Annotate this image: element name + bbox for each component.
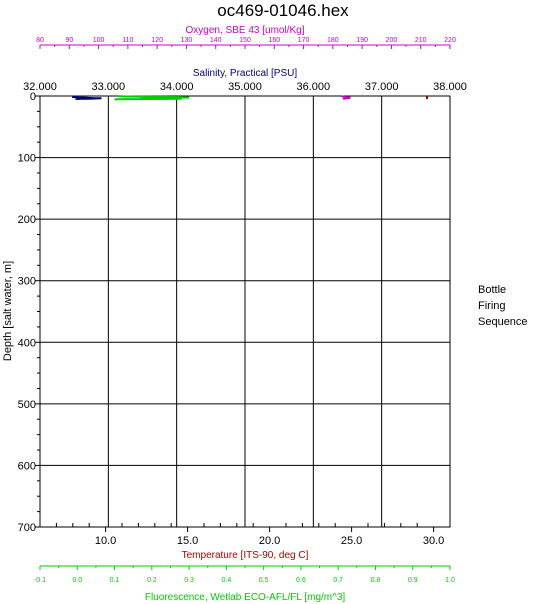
depth-tick-label: 500	[17, 398, 36, 411]
salinity-tick-label: 36.000	[296, 81, 331, 93]
side-label-line1: Bottle	[478, 284, 507, 296]
salinity-tick-label: 35.000	[228, 81, 262, 93]
oxygen-tick-label: 160	[268, 37, 281, 44]
depth-tick-label: 700	[17, 522, 36, 534]
fluorescence-tick-label: 0.3	[184, 577, 194, 584]
fluorescence-tick-label: -0.1	[33, 577, 47, 584]
oxygen-tick-label: 110	[122, 37, 134, 44]
fluorescence-tick-label: 0.5	[258, 577, 269, 584]
oxygen-tick-label: 130	[180, 37, 193, 44]
chart-title: oc469-01046.hex	[217, 1, 349, 20]
salinity-tick-label: 37.000	[364, 81, 399, 93]
salinity-tick-label: 33.000	[91, 81, 126, 93]
depth-tick-label: 0	[29, 91, 36, 103]
temperature-tick-label: 10.0	[94, 535, 117, 547]
fluorescence-tick-label: 0.4	[221, 577, 232, 584]
salinity-series-line	[72, 97, 101, 99]
depth-tick-label: 200	[17, 214, 36, 227]
oxygen-axis-label: Oxygen, SBE 43 [umol/Kg]	[185, 25, 305, 36]
fluorescence-axis-label: Fluorescence, Wetlab ECO-AFL/FL [mg/m^3]	[144, 592, 346, 603]
fluorescence-series-line	[115, 96, 190, 99]
salinity-tick-label: 32.000	[23, 81, 57, 93]
temperature-tick-label: 15.0	[176, 535, 199, 547]
oxygen-tick-label: 210	[414, 37, 427, 44]
fluorescence-tick-label: 0.1	[109, 577, 120, 584]
side-label-line2: Firing	[478, 300, 506, 312]
fluorescence-tick-label: 0.9	[407, 577, 418, 584]
depth-tick-label: 400	[17, 337, 36, 350]
fluorescence-tick-label: 0.6	[296, 577, 306, 584]
side-label-line3: Sequence	[478, 316, 528, 328]
salinity-tick-label: 38.000	[433, 81, 467, 93]
temperature-tick-label: 25.0	[340, 535, 363, 547]
fluorescence-tick-label: 0.8	[370, 577, 381, 584]
temperature-tick-label: 20.0	[258, 535, 281, 547]
oxygen-tick-label: 140	[209, 37, 222, 44]
fluorescence-tick-label: 0.2	[146, 577, 157, 584]
oxygen-tick-label: 200	[385, 37, 398, 44]
oxygen-tick-label: 120	[151, 37, 163, 44]
oxygen-tick-label: 80	[36, 37, 44, 44]
temperature-tick-label: 30.0	[422, 535, 445, 547]
salinity-axis-label: Salinity, Practical [PSU]	[192, 68, 298, 79]
temperature-axis-label: Temperature [ITS-90, deg C]	[181, 550, 309, 561]
fluorescence-tick-label: 0.0	[72, 577, 83, 584]
oxygen-tick-label: 150	[239, 37, 251, 44]
oxygen-tick-label: 190	[356, 37, 368, 44]
oxygen-tick-label: 100	[92, 37, 105, 44]
oxygen-tick-label: 170	[297, 37, 310, 44]
oxygen-tick-label: 220	[444, 37, 456, 44]
oxygen-tick-label: 180	[327, 37, 339, 44]
fluorescence-tick-label: 1.0	[445, 577, 455, 584]
depth-tick-label: 100	[17, 152, 36, 165]
salinity-tick-label: 34.000	[159, 81, 194, 93]
depth-tick-label: 600	[17, 460, 36, 473]
depth-axis-label: Depth [salt water, m]	[2, 260, 14, 362]
bottle-firing-sequence-label	[478, 282, 528, 330]
oxygen-series-line	[342, 96, 351, 99]
oxygen-tick-label: 90	[65, 37, 74, 44]
fluorescence-tick-label: 0.7	[333, 577, 344, 584]
depth-tick-label: 300	[17, 275, 36, 288]
